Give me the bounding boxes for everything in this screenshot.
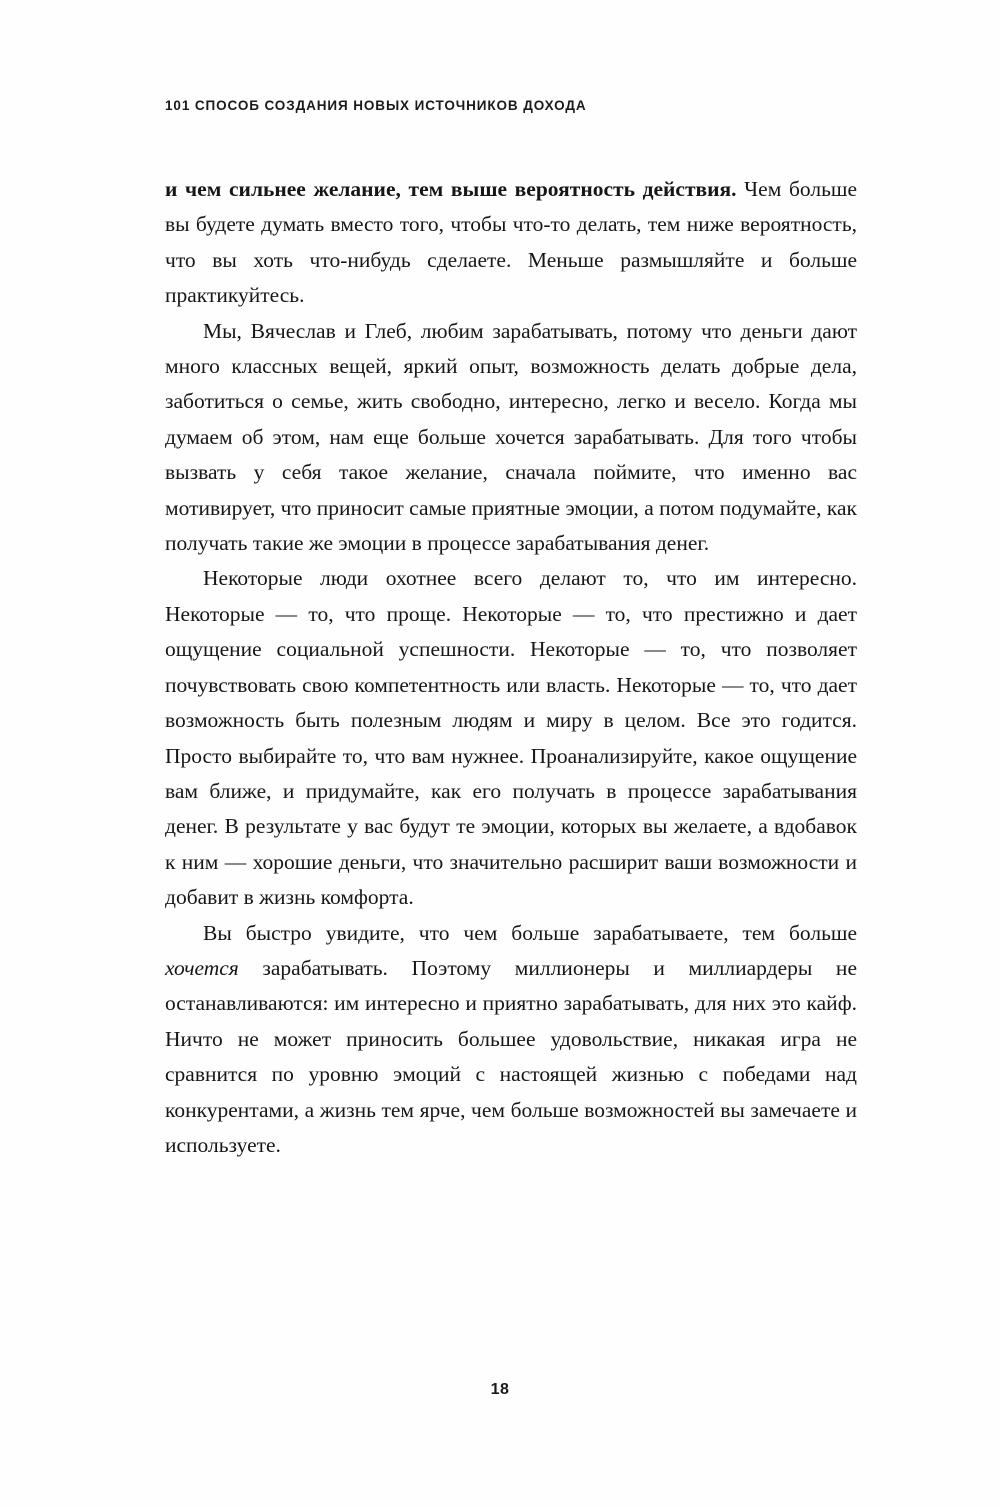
paragraph-4-text-after-italic: зарабатывать. Поэтому миллионеры и миллиардеры не останавливаются: им интересно и приятно зарабатывать, для них это кайф. Ничто не может приносить большее удовольствие, никакая игра не сравнится по уровню эмоций с настоящей жизнью с победами над конкурентами, а жизнь тем ярче, чем больше возможностей вы замечаете и используете. xyxy=(165,955,857,1157)
running-head: 101 СПОСОБ СОЗДАНИЯ НОВЫХ ИСТОЧНИКОВ ДОХОДА xyxy=(165,98,587,113)
paragraph-2-text: Мы, Вячеслав и Глеб, любим зарабатывать, потому что деньги дают много классных вещей, яркий опыт, возможность делать добрые дела, заботиться о семье, жить свободно, интересно, легко и весело. Когда мы думаем об этом, нам еще больше хочется зарабатывать. Для того чтобы вызвать у себя такое желание, сначала поймите, что именно вас мотивирует, что приносит самые приятные эмоции, а потом подумайте, как получать такие же эмоции в процессе зарабатывания денег. xyxy=(165,318,857,556)
paragraph-3-text: Некоторые люди охотнее всего делают то, что им интересно. Некоторые — то, что проще. Некоторые — то, что престижно и дает ощущение социальной успешности. Некоторые — то, что позволяет почувствовать свою компетентность или власть. Некоторые — то, что дает возможность быть полезным людям и миру в целом. Все это годится. Просто выбирайте то, что вам нужнее. Проанализируйте, какое ощущение вам ближе, и придумайте, как его получать в процессе зарабатывания денег. В результате у вас будут те эмоции, которых вы желаете, а вдобавок к ним — хорошие деньги, что значительно расширит ваши возможности и добавит в жизнь комфорта. xyxy=(165,566,857,910)
page-number: 18 xyxy=(490,1381,510,1398)
paragraph-1-lead: и чем сильнее желание, тем выше вероятность действия. xyxy=(165,177,737,201)
paragraph-3 xyxy=(165,561,857,915)
paragraph-1-text: Чем больше вы будете думать вместо того, чтобы что-то делать, тем ниже вероятность, что вы хоть что-нибудь сделаете. Меньше размышляйте и больше практикуйтесь. xyxy=(165,177,857,308)
page-body-text xyxy=(165,172,857,1163)
paragraph-1 xyxy=(165,172,857,314)
paragraph-4 xyxy=(165,916,857,1164)
paragraph-4-italic-word: хочется xyxy=(165,955,239,980)
paragraph-2 xyxy=(165,314,857,562)
paragraph-4-text-before-italic: Вы быстро увидите, что чем больше зарабатываете, тем больше xyxy=(203,920,857,945)
